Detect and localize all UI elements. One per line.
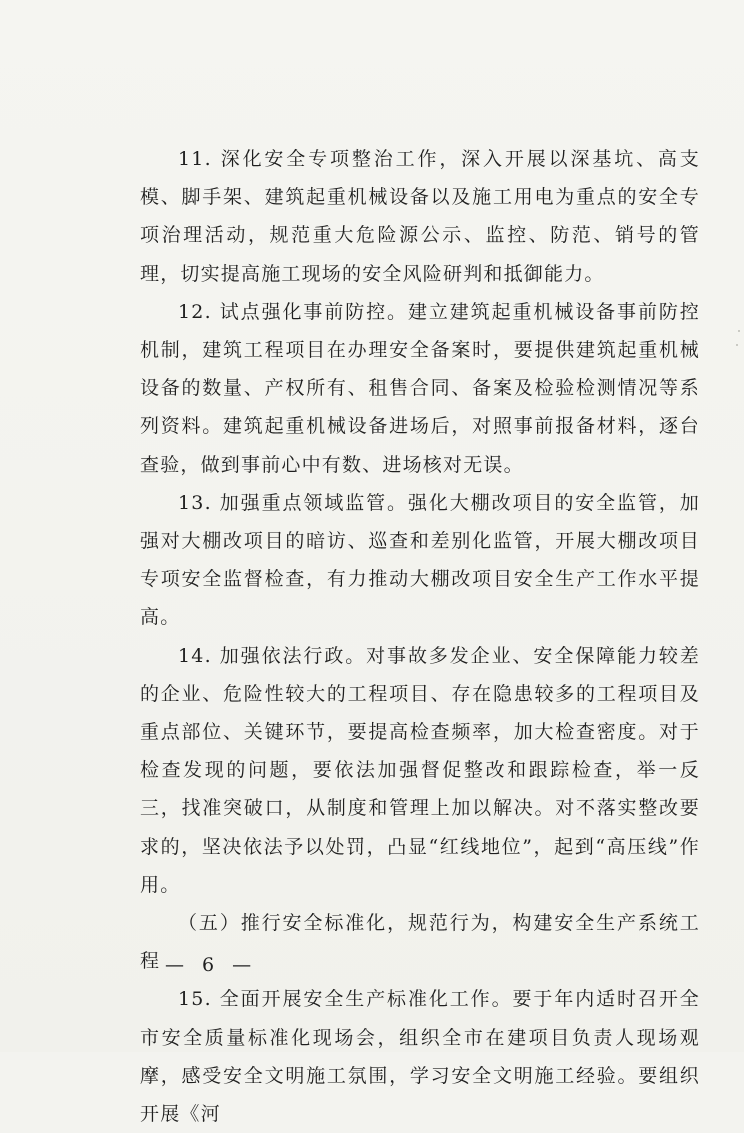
scan-speck [738,330,740,332]
page-number: — 6 — [165,954,258,976]
scan-speck [736,344,738,346]
section-heading-5: （五）推行安全标准化，规范行为，构建安全生产系统工程 [140,912,700,973]
paragraph-15: 15. 全面开展安全生产标准化工作。要于年内适时召开全市安全质量标准化现场会，组织全市在建项目负责人现场观摩，感受安全文明施工氛围，学习安全文明施工经验。要组织开展《河 [140,988,700,1126]
paragraph-11: 11. 深化安全专项整治工作，深入开展以深基坑、高支模、脚手架、建筑起重机械设备以及施工用电为重点的安全专项治理活动，规范重大危险源公示、监控、防范、销号的管理，切实提高施工现场的安全风险研判和抵御能力。 [140,148,700,285]
paragraph-12: 12. 试点强化事前防控。建立建筑起重机械设备事前防控机制，建筑工程项目在办理安全备案时，要提供建筑起重机械设备的数量、产权所有、租售合同、备案及检验检测情况等系列资料。建筑起重机械设备进场后，对照事前报备材料，逐台查验，做到事前心中有数、进场核对无误。 [140,300,700,476]
document-body [140,140,700,1133]
paragraph-14: 14. 加强依法行政。对事故多发企业、安全保障能力较差的企业、危险性较大的工程项目、存在隐患较多的工程项目及重点部位、关键环节，要提高检查频率，加大检查密度。对于检查发现的问题，要依法加强督促整改和跟踪检查，举一反三，找准突破口，从制度和管理上加以解决。对不落实整改要求的，坚决依法予以处罚，凸显“红线地位”，起到“高压线”作用。 [140,644,700,896]
paragraph-13: 13. 加强重点领域监管。强化大棚改项目的安全监管，加强对大棚改项目的暗访、巡查和差别化监管，开展大棚改项目专项安全监督检查，有力推动大棚改项目安全生产工作水平提高。 [140,491,700,629]
